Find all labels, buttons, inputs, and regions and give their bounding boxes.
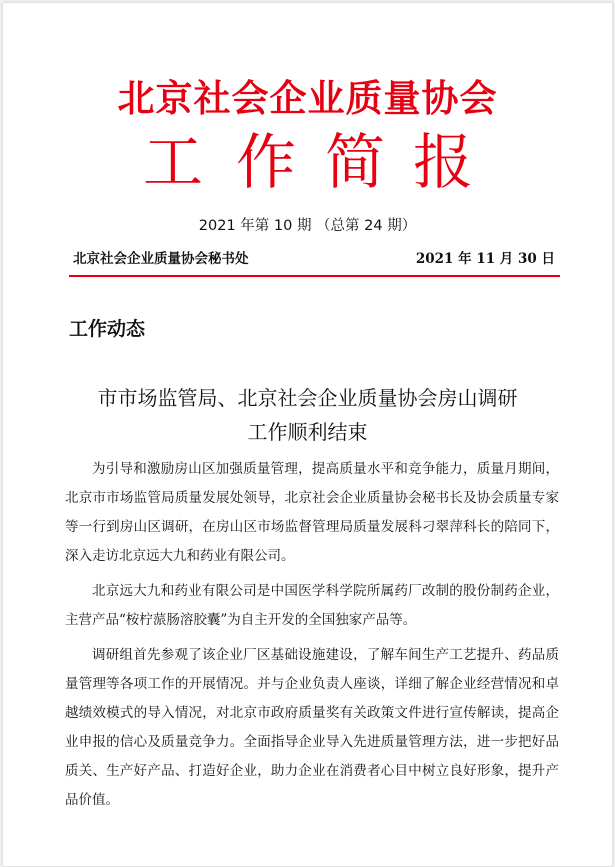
header-divider — [69, 275, 560, 277]
article-title-line: 工作顺利结束 — [247, 420, 368, 444]
bulletin-title-char: 报 — [413, 128, 473, 198]
bulletin-title-char: 工 — [143, 128, 203, 198]
issue-number: 2021 年第 10 期 （总第 24 期） — [198, 218, 417, 234]
article-paragraph: 为引导和激励房山区加强质量管理，提高质量水平和竞争能力，质量月期间，北京市市场监管局质量发展处领导，北京社会企业质量协会秘书长及协会质量专家等一行到房山区调研，在房山区市场监督管理局质量发展科刁翠萍科长的陪同下，深入走访北京远大九和药业有限公司。 — [65, 461, 559, 564]
article-paragraph: 北京远大九和药业有限公司是中国医学科学院所属药厂改制的股份制药企业，主营产品“桉柠蒎肠溶胶囊”为自主开发的全国独家产品等。 — [65, 583, 559, 628]
article-title — [3, 381, 612, 449]
publisher-date-row — [73, 248, 555, 270]
article-body — [65, 455, 559, 821]
section-heading: 工作动态 — [69, 318, 146, 340]
bulletin-title-char: 简 — [325, 128, 385, 198]
bulletin-page — [2, 2, 613, 867]
article-title-line: 市市场监管局、北京社会企业质量协会房山调研 — [97, 386, 518, 410]
publisher: 北京社会企业质量协会秘书处 — [73, 251, 249, 267]
bulletin-title — [3, 123, 612, 203]
publish-date: 2021 年 11 月 30 日 — [415, 251, 555, 267]
org-title: 北京社会企业质量协会 — [117, 77, 498, 120]
article-paragraph: 调研组首先参观了该企业厂区基础设施建设，了解车间生产工艺提升、药品质量管理等各项工作的开展情况。并与企业负责人座谈，详细了解企业经营情况和卓越绩效模式的导入情况，对北京市政府质量奖有关政策文件进行宣传解读，提高企业申报的信心及质量竞争力。全面指导企业导入先进质量管理方法，进一步把好品质关、生产好产品、打造好企业，助力企业在消费者心目中树立良好形象，提升产品价值。 — [65, 647, 559, 808]
bulletin-title-char: 作 — [236, 128, 296, 198]
